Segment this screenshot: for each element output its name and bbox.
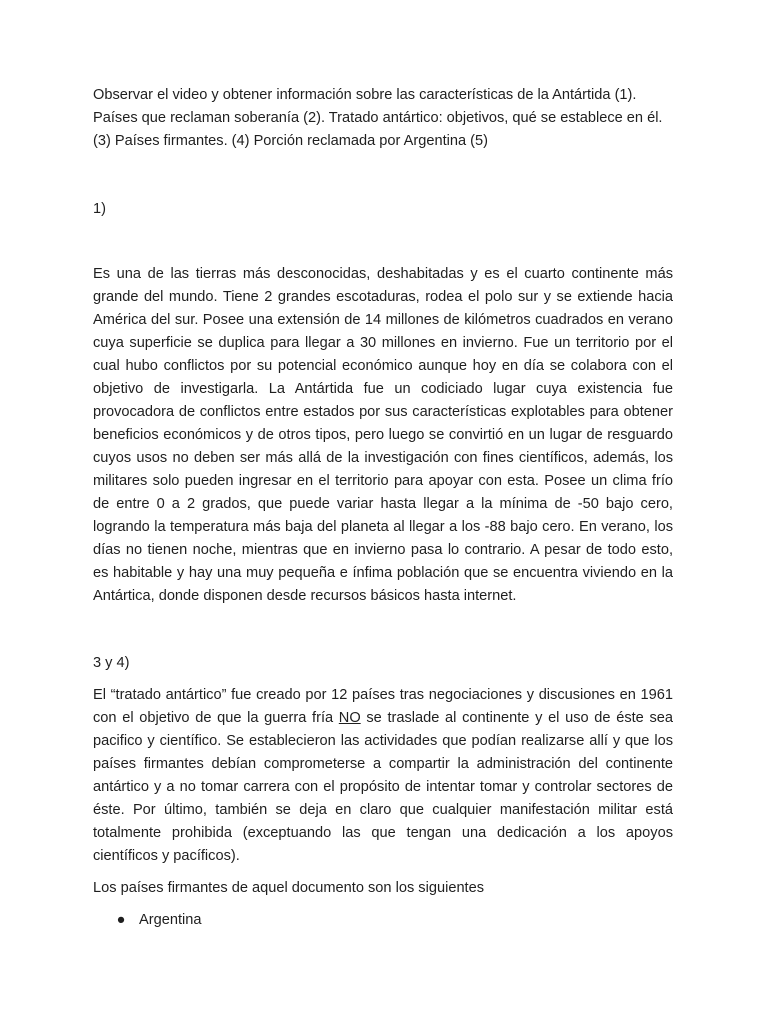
signer-country: Argentina: [139, 912, 202, 928]
section-heading-1: 1): [93, 201, 106, 217]
list-item: [93, 909, 673, 932]
section-3-4-paragraph: [93, 684, 673, 868]
paragraph-text-start: El “tratado antártico” fue creado por 12 países tras negociaciones y discusiones en 1961 con el objetivo de que la guerra fría: [93, 687, 673, 726]
assignment-instructions: Observar el video y obtener información sobre las características de la Antártida (1). Países que reclaman soberanía (2). Tratado antártico: objetivos, qué se establece en él.(3) Países firmantes. (4) Porción reclamada por Argentina (5): [93, 87, 663, 149]
signers-list: [93, 909, 673, 932]
emphasis-no: NO: [338, 710, 361, 726]
section-1-paragraph: Es una de las tierras más desconocidas, deshabitadas y es el cuarto continente más grande del mundo. Tiene 2 grandes escotaduras, rodea el polo sur y se extiende hacia América del sur. Posee una extensión de 14 millones de kilómetros cuadrados en verano cuya superficie se duplica para llegar a 30 millones en invierno. Fue un territorio por el cual hubo conflictos por su potencial económico aunque hoy en día se colabora con el objetivo de investigarla. La Antártida fue un codiciado lugar cuya existencia fue provocadora de conflictos entre estados por sus características explotables para obtener beneficios económicos y de otros tipos, pero luego se convirtió en un lugar de resguardo cuyos usos no deben ser más allá de la investigación con fines científicos, además, los militares solo pueden ingresar en el territorio para apoyar con esta. Posee un clima frío de entre 0 a 2 grados, que puede variar hasta llegar a la mínima de -50 bajo cero, logrando la temperatura más baja del planeta al llegar a los -88 bajo cero. En verano, los días no tienen noche, mientras que en invierno pasa lo contrario. A pesar de todo esto, es habitable y hay una muy pequeña e ínfima población que se encuentra viviendo en la Antártica, donde disponen desde recursos básicos hasta internet.: [93, 266, 673, 604]
signers-lead: Los países firmantes de aquel documento son los siguientes: [93, 880, 485, 896]
section-heading-3-4: 3 y 4): [93, 655, 130, 671]
document-page: [93, 84, 673, 932]
paragraph-text-end: se traslade al continente y el uso de éste sea pacifico y científico. Se establecieron las actividades que podían realizarse allí y que los países firmantes debían comprometerse a compartir la administración del continente antártico y a no tomar carrera con el propósito de intentar tomar y controlar sectores de éste. Por último, también se deja en claro que cualquier manifestación militar está totalmente prohibida (exceptuando las que tengan una dedicación a los apoyos científicos y pacíficos).: [93, 710, 673, 864]
bullet-icon: ●: [116, 912, 126, 928]
